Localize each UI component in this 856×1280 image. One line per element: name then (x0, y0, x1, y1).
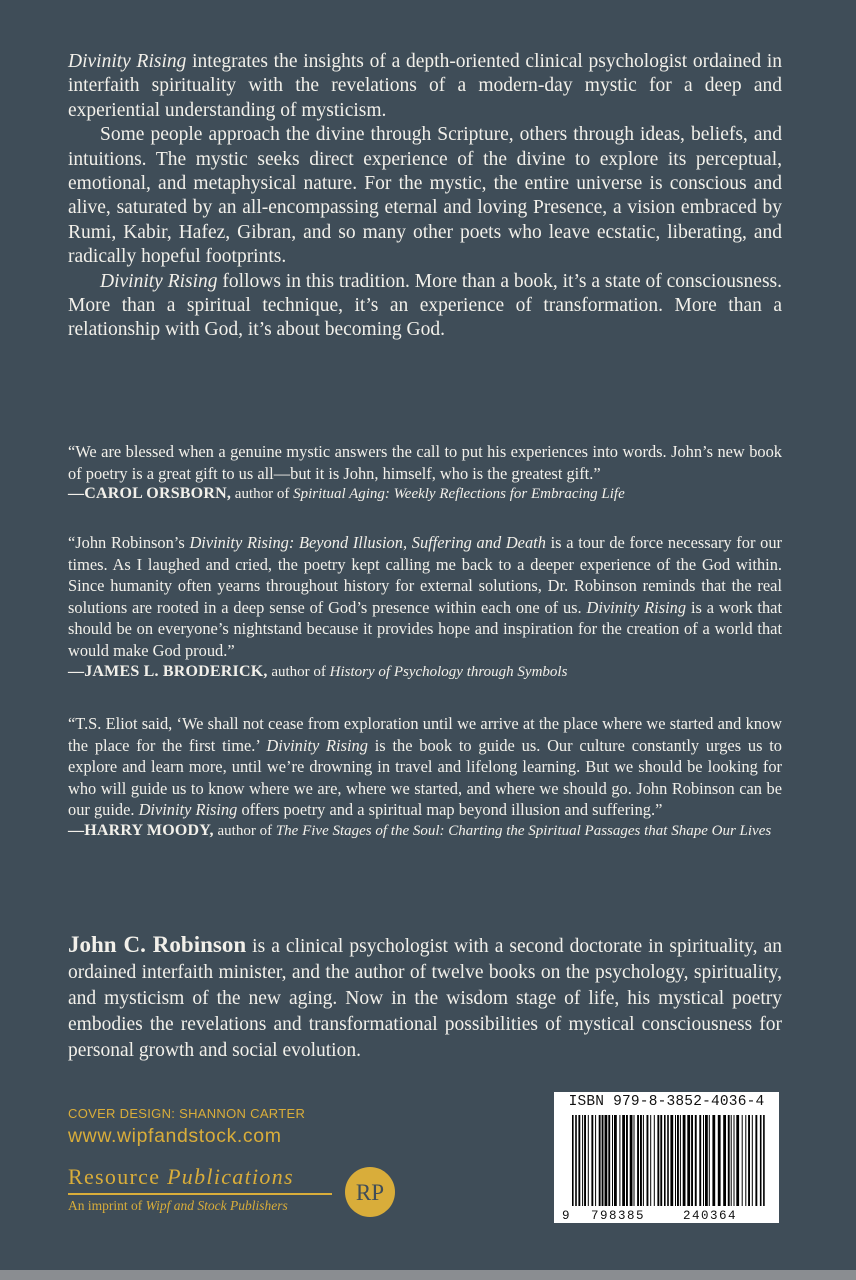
barcode-bar (578, 1115, 580, 1207)
barcode-bar (670, 1115, 673, 1207)
isbn-label: ISBN 979-8-3852-4036-4 (568, 1094, 765, 1110)
barcode-bar (584, 1115, 586, 1207)
barcode-bar (742, 1115, 743, 1207)
endorsement-moody (68, 713, 782, 841)
barcode-bar (745, 1115, 746, 1207)
page-edge (0, 1270, 856, 1280)
endorsement-broderick (68, 532, 782, 682)
book-title-italic: Divinity Rising (68, 51, 187, 72)
barcode-bar (612, 1115, 613, 1207)
publisher-logo-icon (344, 1166, 396, 1218)
barcode-bar (763, 1115, 765, 1219)
credits (68, 1106, 388, 1148)
barcode-bar (630, 1115, 633, 1207)
barcode-bar (657, 1115, 659, 1207)
book-title-italic: Divinity Rising (100, 270, 218, 292)
barcode-bar (608, 1115, 610, 1207)
barcode-bar (736, 1115, 739, 1207)
barcode-bar (683, 1115, 686, 1207)
publisher-website: www.wipfandstock.com (68, 1125, 282, 1147)
barcode-bar (622, 1115, 625, 1207)
barcode-bar (591, 1115, 593, 1207)
barcode-bar (728, 1115, 730, 1207)
barcode-bar (752, 1115, 753, 1207)
barcode-bar (654, 1115, 655, 1207)
endorsement-attribution: —JAMES L. BRODERICK, author of History of Psychology through Symbols (68, 662, 568, 680)
barcode-bar (660, 1115, 662, 1207)
barcode-bar (572, 1115, 574, 1219)
barcode-bar (675, 1115, 676, 1207)
publisher-imprint (68, 1164, 398, 1220)
barcode-bar (588, 1115, 589, 1207)
barcode-bar (582, 1115, 583, 1207)
author-bio-text: is a clinical psychologist with a second doctorate in spirituality, an ordained interfaith minister, and the author of twelve books on the psychology, spirituality, and mysticism of the new aging. Now in the wisdom stage of life, his mystical poetry embodies the revelations and transformational possibilities of mystical consciousness for personal growth and social evolution. (68, 936, 782, 1061)
endorsement-orsborn (68, 441, 782, 504)
barcode-bar (637, 1115, 639, 1207)
barcode-bar (575, 1115, 577, 1219)
barcode-bar (755, 1115, 757, 1207)
isbn-barcode (554, 1092, 779, 1222)
barcode-bar (650, 1115, 651, 1207)
barcode-bar (703, 1115, 704, 1207)
barcode-bar (734, 1115, 735, 1207)
endorsement-attribution: —CAROL ORSBORN, author of Spiritual Aging: Weekly Reflections for Embracing Life (68, 485, 625, 503)
barcode-bar (626, 1115, 628, 1207)
barcode-bar (605, 1115, 608, 1207)
description-paragraph-1: Divinity Rising integrates the insights of a depth-oriented clinical psychologist ordained in interfaith spirituality with the revelations of a modern-day mystic for a deep and experiential understanding of mysticism. (68, 51, 782, 121)
endorsement-quote: “John Robinson’s Divinity Rising: Beyond Illusion, Suffering and Death is a tour de force necessary for our times. As I laughed and cried, the poetry kept calling me back to a deeper experience of the God within. Since humanity often yearns throughout history for external solutions, Dr. Robinson reminds that the real solutions are rooted in a deep sense of God’s presence within each one of us. Divinity Rising is a work that should be on everyone’s nightstand because it provides hope and inspiration for the creation of a world that would make God proud.” (68, 533, 782, 660)
barcode-bar (705, 1115, 708, 1207)
barcode-bar (599, 1115, 601, 1207)
author-bio (68, 932, 782, 1064)
cover-design-credit: COVER DESIGN: SHANNON CARTER (68, 1106, 306, 1121)
barcode-bar (718, 1115, 721, 1207)
barcode-digits-left: 798385 (590, 1209, 646, 1223)
barcode-bar (731, 1115, 732, 1207)
barcode-bar (699, 1115, 701, 1207)
barcode-bar (602, 1115, 604, 1207)
barcode-bar (691, 1115, 693, 1207)
publisher-imprint-line: An imprint of Wipf and Stock Publishers (68, 1198, 288, 1213)
barcode-bar (595, 1115, 596, 1207)
barcode-bar (680, 1115, 681, 1207)
book-description (68, 50, 782, 343)
barcode-bar (760, 1115, 762, 1219)
barcode-bar (640, 1115, 642, 1207)
publisher-divider (68, 1193, 332, 1195)
endorsement-attribution: —HARRY MOODY, author of The Five Stages of the Soul: Charting the Spiritual Passages that Shape Our Lives (68, 821, 772, 839)
barcode-bar (614, 1115, 617, 1207)
barcode-bar (723, 1115, 726, 1207)
barcode-bar (667, 1115, 669, 1219)
description-paragraph-3: Divinity Rising follows in this tradition. More than a book, it’s a state of consciousness. More than a spiritual technique, it’s an experience of transformation. More than a relationship with God, it’s about becoming God. (68, 270, 783, 341)
barcode-bar (619, 1115, 620, 1207)
endorsement-quote: “T.S. Eliot said, ‘We shall not cease from exploration until we arrive at the place where we started and know the place for the first time.’ Divinity Rising is the book to guide us. Our culture constantly urges us to explore and learn more, until we’re drowning in travel and lifelong learning. But we should be looking for who will guide us to know where we are, where we started, and where we should go. John Robinson can be our guide. Divinity Rising offers poetry and a spiritual map beyond illusion and suffering.” (68, 714, 782, 820)
publisher-name: Resource Publications (68, 1164, 294, 1189)
barcode-digits-right: 240364 (682, 1209, 738, 1223)
barcode-bar (695, 1115, 697, 1207)
barcode-bar (664, 1115, 666, 1219)
barcode-bar (687, 1115, 690, 1207)
barcode-bar (712, 1115, 715, 1207)
publisher-logo-text: RP (355, 1180, 385, 1205)
endorsement-quote: “We are blessed when a genuine mystic answers the call to put his experiences into words. John’s new book of poetry is a great gift to us all—but it is John, himself, who is the greatest gift.” (68, 442, 782, 483)
barcode-bars (554, 1113, 779, 1223)
description-paragraph-2: Some people approach the divine through Scripture, others through ideas, beliefs, and intuitions. The mystic seeks direct experience of the divine to explore its perceptual, emotional, and metaphysical nature. For the mystic, the entire universe is conscious and alive, saturated by an all-encompassing eternal and loving Presence, a vision embraced by Rumi, Kabir, Hafez, Gibran, and so many other poets who leave ecstatic, liberating, and radically hopeful footprints. (68, 124, 782, 268)
barcode-digit-first: 9 (562, 1209, 570, 1223)
barcode-bar (677, 1115, 679, 1207)
barcode-bar (643, 1115, 644, 1207)
barcode-bar (709, 1115, 710, 1207)
author-name: John C. Robinson (68, 932, 247, 957)
barcode-bar (647, 1115, 649, 1207)
barcode-bar (634, 1115, 635, 1207)
barcode-bar (748, 1115, 750, 1207)
